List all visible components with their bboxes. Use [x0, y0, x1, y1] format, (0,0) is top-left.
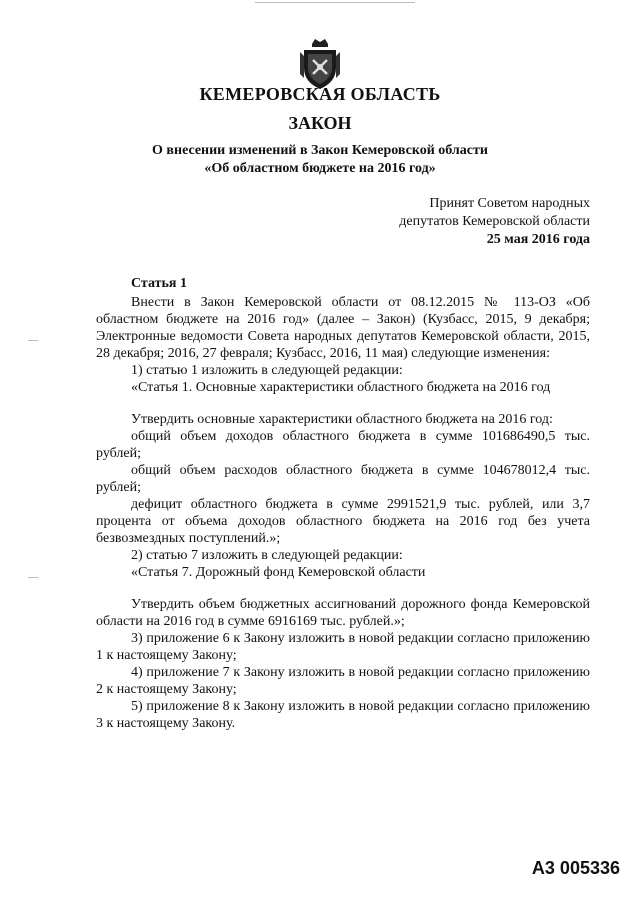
paragraph-item-5: 5) приложение 8 к Закону изложить в новой редакции согласно приложению 3 к настоящему Закону.	[96, 699, 590, 731]
paragraph-approve: Утвердить основные характеристики областного бюджета на 2016 год:	[131, 412, 553, 427]
subtitle-line-1: О внесении изменений в Закон Кемеровской области	[152, 143, 488, 158]
article-body	[96, 294, 590, 732]
spacer	[96, 581, 590, 596]
law-subtitle	[0, 142, 640, 178]
paragraph-article-1-title: «Статья 1. Основные характеристики областного бюджета на 2016 год	[131, 380, 551, 395]
adopted-line-1: Принят Советом народных	[429, 196, 590, 211]
region-title: КЕМЕРОВСКАЯ ОБЛАСТЬ	[199, 84, 441, 104]
paragraph-item-2: 2) статью 7 изложить в следующей редакции:	[131, 548, 403, 563]
paragraph-item-1: 1) статью 1 изложить в следующей редакции:	[131, 363, 403, 378]
paragraph-intro: Внести в Закон Кемеровской области от 08.12.2015 № 113-ОЗ «Об областном бюджете на 2016 год» (далее – Закон) (Кузбасс, 2015, 9 декабря; Электронные ведомости Совета народных депутатов Кемеровской области, 2015, 28 декабря; 2016, 27 февраля; Кузбасс, 2016, 11 мая) следующие изменения:	[96, 295, 590, 361]
adopted-line-2: депутатов Кемеровской области	[399, 214, 590, 229]
subtitle-line-2: «Об областном бюджете на 2016 год»	[204, 161, 436, 176]
paragraph-item-4: 4) приложение 7 к Закону изложить в новой редакции согласно приложению 2 к настоящему Закону;	[96, 665, 590, 697]
paragraph-revenues: общий объем доходов областного бюджета в сумме 101686490,5 тыс. рублей;	[96, 429, 590, 461]
scan-line-top	[255, 2, 415, 3]
scan-mark-left-2	[28, 577, 38, 578]
paragraph-deficit: дефицит областного бюджета в сумме 2991521,9 тыс. рублей, или 3,7 процента от объема доходов областного бюджета на 2016 год без учета безвозмездных поступлений.»;	[96, 497, 590, 546]
adoption-block	[399, 195, 590, 249]
document-type: ЗАКОН	[288, 113, 352, 133]
spacer	[96, 396, 590, 411]
paragraph-article-7-title: «Статья 7. Дорожный фонд Кемеровской области	[131, 565, 426, 580]
coat-of-arms-icon	[298, 38, 342, 90]
paragraph-item-3: 3) приложение 6 к Закону изложить в новой редакции согласно приложению 1 к настоящему Закону;	[96, 631, 590, 663]
article-heading: Статья 1	[131, 276, 187, 291]
paragraph-expenses: общий объем расходов областного бюджета в сумме 104678012,4 тыс. рублей;	[96, 463, 590, 495]
scan-mark-left	[28, 340, 38, 341]
adopted-date: 25 мая 2016 года	[486, 232, 590, 247]
serial-stamp: А3 005336	[531, 858, 620, 878]
paragraph-road-fund: Утвердить объем бюджетных ассигнований дорожного фонда Кемеровской области на 2016 год в сумме 6916169 тыс. рублей.»;	[96, 597, 590, 629]
